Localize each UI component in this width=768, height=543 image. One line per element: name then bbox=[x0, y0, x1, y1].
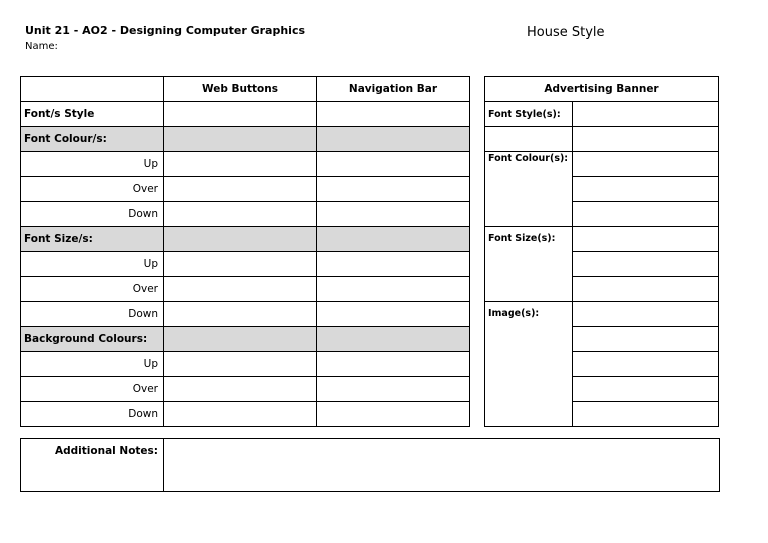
section-label-font-size: Font Size/s: bbox=[21, 227, 164, 252]
row-label-over: Over bbox=[21, 177, 164, 202]
column-header-advertising-banner: Advertising Banner bbox=[485, 77, 719, 102]
input-cell[interactable] bbox=[573, 352, 719, 377]
input-cell[interactable] bbox=[164, 377, 317, 402]
section-cell bbox=[164, 327, 317, 352]
notes-table bbox=[20, 438, 720, 492]
section-cell bbox=[164, 127, 317, 152]
row-label-down: Down bbox=[21, 302, 164, 327]
empty-corner-cell bbox=[21, 77, 164, 102]
input-cell[interactable] bbox=[164, 302, 317, 327]
section-cell bbox=[317, 127, 470, 152]
input-cell[interactable] bbox=[317, 277, 470, 302]
input-cell[interactable] bbox=[573, 252, 719, 277]
row-label-up: Up bbox=[21, 252, 164, 277]
input-cell[interactable] bbox=[317, 152, 470, 177]
input-cell[interactable] bbox=[164, 277, 317, 302]
column-header-web-buttons: Web Buttons bbox=[164, 77, 317, 102]
section-label-font-colour: Font Colour/s: bbox=[21, 127, 164, 152]
input-cell[interactable] bbox=[573, 152, 719, 177]
input-cell[interactable] bbox=[573, 227, 719, 252]
section-cell bbox=[317, 227, 470, 252]
input-cell[interactable] bbox=[164, 152, 317, 177]
input-cell[interactable] bbox=[573, 177, 719, 202]
input-cell[interactable] bbox=[164, 252, 317, 277]
section-cell bbox=[317, 327, 470, 352]
input-cell[interactable] bbox=[164, 102, 317, 127]
column-header-navigation-bar: Navigation Bar bbox=[317, 77, 470, 102]
input-cell[interactable] bbox=[317, 102, 470, 127]
input-cell[interactable] bbox=[317, 352, 470, 377]
section-label-background-colours: Background Colours: bbox=[21, 327, 164, 352]
row-label-up: Up bbox=[21, 352, 164, 377]
row-label-down: Down bbox=[21, 402, 164, 427]
input-cell[interactable] bbox=[573, 102, 719, 127]
input-cell[interactable] bbox=[317, 202, 470, 227]
section-cell bbox=[164, 227, 317, 252]
notes-input-cell[interactable] bbox=[164, 439, 720, 492]
banner-label-font-style: Font Style(s): bbox=[485, 102, 573, 127]
input-cell[interactable] bbox=[164, 202, 317, 227]
input-cell[interactable] bbox=[164, 402, 317, 427]
document-title: Unit 21 - AO2 - Designing Computer Graphics bbox=[25, 24, 306, 37]
input-cell[interactable] bbox=[573, 127, 719, 152]
input-cell[interactable] bbox=[317, 252, 470, 277]
input-cell[interactable] bbox=[317, 177, 470, 202]
input-cell[interactable] bbox=[573, 377, 719, 402]
advertising-banner-table bbox=[484, 76, 719, 427]
name-label: Name: bbox=[25, 41, 58, 52]
input-cell[interactable] bbox=[317, 402, 470, 427]
input-cell[interactable] bbox=[573, 327, 719, 352]
input-cell[interactable] bbox=[164, 352, 317, 377]
row-label-font-style: Font/s Style bbox=[21, 102, 164, 127]
input-cell[interactable] bbox=[573, 202, 719, 227]
row-label-over: Over bbox=[21, 377, 164, 402]
blank-cell bbox=[485, 127, 573, 152]
house-style-heading: House Style bbox=[527, 25, 605, 40]
input-cell[interactable] bbox=[573, 277, 719, 302]
row-label-additional-notes: Additional Notes: bbox=[21, 439, 164, 492]
input-cell[interactable] bbox=[573, 302, 719, 327]
row-label-down: Down bbox=[21, 202, 164, 227]
input-cell[interactable] bbox=[317, 302, 470, 327]
input-cell[interactable] bbox=[317, 377, 470, 402]
row-label-up: Up bbox=[21, 152, 164, 177]
banner-label-font-colour: Font Colour(s): bbox=[485, 152, 573, 227]
row-label-over: Over bbox=[21, 277, 164, 302]
banner-label-font-size: Font Size(s): bbox=[485, 227, 573, 302]
house-style-table bbox=[20, 76, 470, 427]
input-cell[interactable] bbox=[164, 177, 317, 202]
input-cell[interactable] bbox=[573, 402, 719, 427]
banner-label-image: Image(s): bbox=[485, 302, 573, 427]
